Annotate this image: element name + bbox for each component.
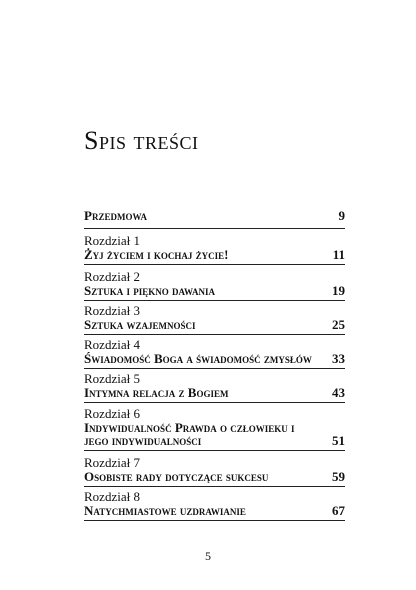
toc-entry-title: Intymna relacja z Bogiem <box>84 385 229 400</box>
toc-entry-row <box>84 470 345 483</box>
toc-entry-row <box>84 318 345 331</box>
toc-entry-row <box>84 421 345 447</box>
toc-entry-title: Natychmiastowe uzdrawianie <box>84 503 246 518</box>
toc-entry-page: 51 <box>332 433 345 448</box>
toc-entry-row <box>84 352 345 365</box>
toc-entry-chapter-7[interactable] <box>84 456 345 487</box>
toc-entry-chapter-8[interactable] <box>84 490 345 521</box>
toc-entry-chapter-1[interactable] <box>84 234 345 265</box>
toc-entry-page: 43 <box>332 385 345 400</box>
toc-entry-row <box>84 209 345 222</box>
toc-entry-title: Sztuka i piękno dawania <box>84 283 215 298</box>
toc-entry-preface[interactable] <box>84 209 345 229</box>
toc-entry-chapter-2[interactable] <box>84 270 345 301</box>
toc-entry-title: Indywidualność Prawda o człowieku i jego indywidualności <box>84 420 295 448</box>
toc-chapter-label: Rozdział 2 <box>84 269 140 284</box>
toc-chapter-label: Rozdział 5 <box>84 371 140 386</box>
toc-entry-page: 11 <box>332 247 345 262</box>
toc-entry-title: Przedmowa <box>84 208 147 223</box>
toc-chapter-label: Rozdział 8 <box>84 489 140 504</box>
toc-entry-title: Świadomość Boga a świadomość zmysłów <box>84 351 312 366</box>
toc-entry-page: 25 <box>332 317 345 332</box>
toc-chapter-label: Rozdział 4 <box>84 337 140 352</box>
toc-entry-chapter-3[interactable] <box>84 304 345 335</box>
toc-entry-title: Sztuka wzajemności <box>84 317 196 332</box>
toc-entry-page: 59 <box>332 469 345 484</box>
toc-chapter-label: Rozdział 7 <box>84 455 140 470</box>
toc-chapter-label: Rozdział 3 <box>84 303 140 318</box>
toc-chapter-label: Rozdział 1 <box>84 233 140 248</box>
toc-entry-row <box>84 248 345 261</box>
toc-entry-title: Żyj życiem i kochaj życie! <box>84 247 229 262</box>
toc-entry-row <box>84 284 345 297</box>
toc-entry-page: 67 <box>332 503 345 518</box>
toc-entry-page: 9 <box>338 208 345 223</box>
toc-entry-row <box>84 386 345 399</box>
toc-entry-chapter-6[interactable] <box>84 407 345 451</box>
toc-entry-row <box>84 504 345 517</box>
toc-chapter-label: Rozdział 6 <box>84 406 140 421</box>
toc-entry-chapter-4[interactable] <box>84 338 345 369</box>
toc-entry-chapter-5[interactable] <box>84 372 345 403</box>
toc-entry-page: 19 <box>332 283 345 298</box>
toc-entry-page: 33 <box>332 351 345 366</box>
page-title: Spis treści <box>84 126 199 155</box>
page-number: 5 <box>205 549 211 563</box>
toc-entry-title: Osobiste rady dotyczące sukcesu <box>84 469 269 484</box>
